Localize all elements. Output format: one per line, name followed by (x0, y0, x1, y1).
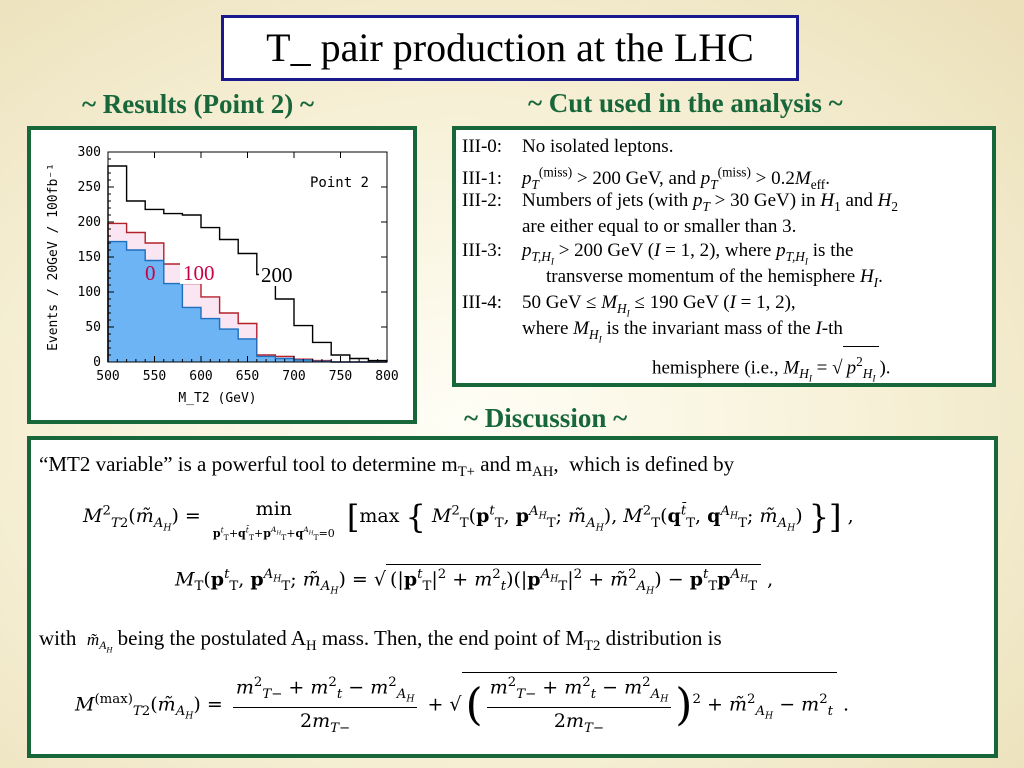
cut-id: III-1: (462, 168, 503, 190)
discussion-intro: “MT2 variable” is a powerful tool to determine $m_{T+}$ and $m_{AH}$, which is defined by (39, 452, 735, 481)
cut-III-2-cont: are either equal to or smaller than 3. (522, 216, 797, 237)
mt2-histogram (31, 130, 413, 420)
equation-mt-definition: $M_T(p^t_T$, $p^{A_H}_T$; $m̃_{A_H}$) = √ $(|p^t_T|^2 + m^2_t)(|p^{A_H}_T|^2$ + m̃$^2_{A_H}$) − $p^t_Tp^{A_H}_T$ , (175, 564, 773, 597)
x-tick-label: 750 (328, 369, 353, 384)
y-tick-label: 50 (85, 320, 101, 335)
series-label-0: 0 (145, 261, 156, 285)
x-tick-label: 550 (142, 369, 167, 384)
cut-id: III-0: (462, 136, 503, 157)
y-tick-label: 0 (93, 355, 101, 370)
cuts-panel (452, 126, 996, 387)
cut-III-0: III-0: No isolated leptons. (462, 134, 673, 160)
x-axis-label: M_T2 (GeV) (178, 391, 257, 406)
cuts-heading: ~ Cut used in the analysis ~ (528, 88, 843, 118)
discussion-heading: ~ Discussion ~ (464, 403, 628, 433)
cut-III-4: III-4: 50 GeV ≤ $M_{H_I} \le 190$ GeV (I = 1, 2), (462, 292, 796, 320)
cut-id: III-2: (462, 190, 503, 211)
x-tick-label: 500 (96, 369, 120, 384)
discussion-panel (27, 436, 998, 758)
discussion-with-text: with $m̃_{A_H}$ being the postulated $A_H$ mass. Then, the end point of $M_{T2}$ distribution is (39, 626, 722, 655)
cut-III-1: III-1: $p_T^{(miss)} > 200$ GeV, and $p_T^{(miss)} > 0.2M_{eff}$. (462, 165, 830, 193)
y-tick-label: 100 (77, 285, 101, 300)
equation-mt2-max: $M^{(max)}_{T2}(m̃_{A_H})$ = $\frac{m^2_{T-} + m^2_t - m^2_{A_H}}{2m_{T-}}$ + √( $\frac{m^2_{T-} + m^2_t - m^2_{A_H}}{2m_{T-}}$ )$^2$ + m̃$^2_{A_H}$ − $m^2_t$ . (75, 672, 849, 736)
cut-III-4-cont: where $M_{H_I}$ is the invariant mass of the I-th (522, 318, 843, 346)
y-tick-label: 250 (77, 180, 101, 195)
y-axis-label: Events / 20GeV / 100fb⁻¹ (46, 163, 61, 351)
x-tick-label: 800 (375, 369, 399, 384)
y-tick-label: 150 (77, 250, 101, 265)
equation-mt2-definition: $M^2_{T2}(m̃_{A_H}) = \min$ $p^t_T+q^{t̄}_T+p^{A_H}_T+q^{A_H}_T=0$ [max { $M^2_T(p^t_T$, $p^{A_H}_T$; $m̃_{A_H}$), $M^2_T(q^{t̄}_T$, $q^{A_H}_T$; $m̃_{A_H}$) }] , (83, 498, 854, 543)
cut-III-3: III-3: $p_{T,H_I} > 200$ GeV (I = 1, 2), where $p_{T,H_I}$ is the (462, 240, 854, 268)
y-tick-label: 300 (77, 145, 101, 160)
x-tick-label: 700 (282, 369, 306, 384)
cut-III-3-cont: transverse momentum of the hemisphere $H_I$. (546, 266, 883, 290)
cut-id: III-3: (462, 240, 503, 261)
cut-III-2: III-2: Numbers of jets (with $p_T > 30$ GeV) in $H_1$ and $H_2$ (462, 190, 899, 214)
results-heading: ~ Results (Point 2) ~ (82, 89, 315, 119)
slide-title: T_ pair production at the LHC (221, 15, 799, 81)
chart-title: Point 2 (309, 175, 369, 191)
cut-III-4-cont2: hemisphere (i.e., $M_{H_I}$ = √ $p^2_{H_I}$). (652, 346, 891, 393)
y-tick-label: 200 (77, 215, 101, 230)
x-tick-label: 650 (235, 369, 260, 384)
results-panel (27, 126, 417, 424)
cut-id: III-4: (462, 292, 503, 313)
series-label-200: 200 (261, 263, 293, 287)
series-label-100: 100 (183, 261, 215, 285)
x-tick-label: 600 (189, 369, 213, 384)
